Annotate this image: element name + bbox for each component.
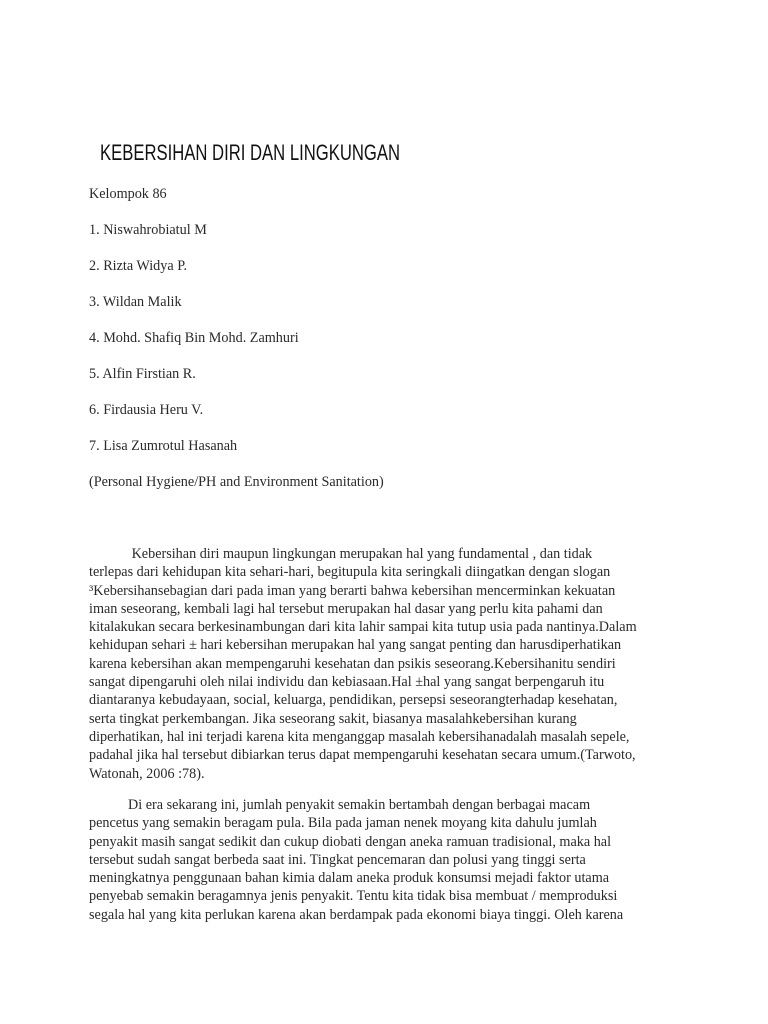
paragraph-line: Kebersihan diri maupun lingkungan merupakan hal yang fundamental , dan tidak (89, 546, 593, 562)
paragraph-line: serta tingkat perkembangan. Jika seseorang sakit, biasanya masalahkebersihan kurang (89, 710, 577, 727)
paragraph-line: penyebab semakin beragamnya jenis penyakit. Tentu kita tidak bisa membuat / memproduksi (89, 888, 618, 905)
member-item: 5. Alfin Firstian R. (89, 366, 196, 382)
paragraph-line: diantaranya kebudayaan, social, keluarga, pendidikan, persepsi seseorangterhadap kesehatan, (89, 692, 618, 709)
paragraph-line: kehidupan sehari ± hari kebersihan merupakan hal yang sangat penting dan harusdiperhatikan (89, 637, 622, 654)
paragraph-line: penyakit masih sangat sedikit dan cukup diobati dengan aneka ramuan tradisional, maka hal (89, 833, 612, 850)
paragraph-line: kitalakukan secara berkesinambungan dari kita lahir sampai kita tutup usia pada nantinya.Dalam (89, 619, 637, 636)
member-item: 4. Mohd. Shafiq Bin Mohd. Zamhuri (89, 330, 299, 346)
paragraph-1 (89, 545, 677, 783)
wordart-title-graphic (98, 124, 418, 170)
title-text: KEBERSIHAN DIRI DAN LINGKUNGAN (100, 140, 400, 165)
paragraph-line: Watonah, 2006 :78). (89, 765, 205, 782)
paragraph-line: ³Kebersihansebagian dari pada iman yang berarti bahwa kebersihan mencerminkan kekuatan (89, 582, 616, 599)
subtitle: (Personal Hygiene/PH and Environment Sanitation) (89, 474, 384, 490)
paragraph-line: diperhatikan, hal ini terjadi karena kita menganggap masalah kebersihanadalah masalah sepele, (89, 728, 630, 745)
paragraph-line: meningkatnya penggunaan bahan kimia dalam aneka produk konsumsi mejadi faktor utama (89, 870, 610, 887)
paragraph-line: padahal jika hal tersebut dibiarkan terus dapat mempengaruhi kesehatan secara umum.(Tarwoto, (89, 747, 636, 764)
wordart-title (98, 124, 418, 170)
paragraph-line: Di era sekarang ini, jumlah penyakit semakin bertambah dengan berbagai macam (89, 797, 591, 813)
paragraph-line: pencetus yang semakin beragam pula. Bila pada jaman nenek moyang kita dahulu jumlah (89, 815, 597, 832)
member-item: 1. Niswahrobiatul M (89, 222, 207, 238)
member-item: 3. Wildan Malik (89, 294, 182, 310)
group-label: Kelompok 86 (89, 186, 167, 202)
paragraph-line: sangat dipengaruhi oleh nilai individu dan kebiasaan.Hal ±hal yang sangat berpengaruh itu (89, 674, 605, 691)
paragraph-2 (89, 796, 677, 924)
member-item: 2. Rizta Widya P. (89, 258, 188, 274)
member-item: 7. Lisa Zumrotul Hasanah (89, 438, 238, 454)
paragraph-line: tersebut sudah sangat berbeda saat ini. Tingkat pencemaran dan polusi yang tinggi serta (89, 851, 586, 868)
paragraph-line: karena kebersihan akan mempengaruhi kesehatan dan psikis seseorang.Kebersihanitu sendiri (89, 655, 616, 672)
paragraph-line: segala hal yang kita perlukan karena akan berdampak pada ekonomi biaya tinggi. Oleh karena (89, 906, 624, 923)
paragraph-line: terlepas dari kehidupan kita sehari-hari, begitupula kita seringkali diingatkan dengan slogan (89, 564, 611, 581)
member-item: 6. Firdausia Heru V. (89, 402, 204, 418)
paragraph-line: iman seseorang, kembali lagi hal tersebut merupakan hal dasar yang perlu kita pahami dan (89, 600, 603, 617)
